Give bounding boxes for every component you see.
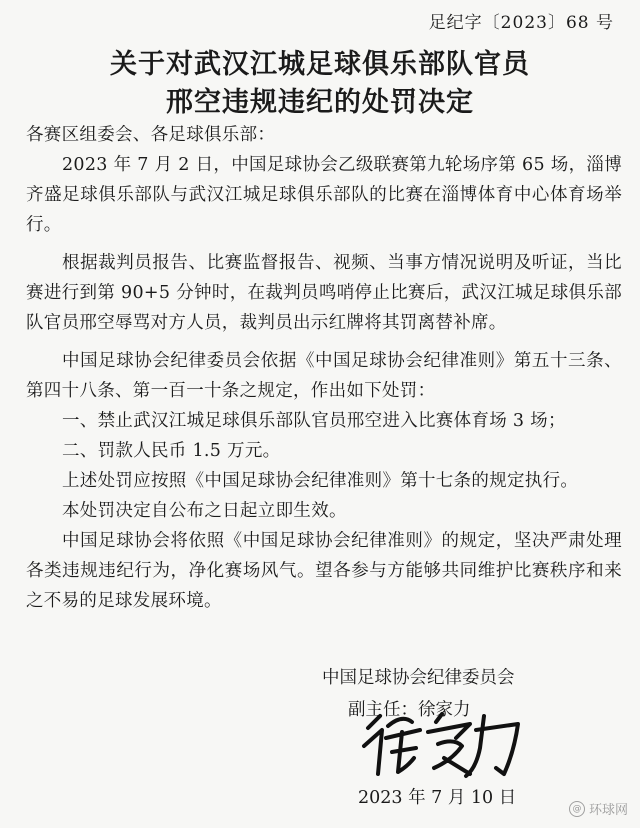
document-title-line-1: 关于对武汉江城足球俱乐部队官员 <box>110 49 530 80</box>
penalty-item-1: 一、禁止武汉江城足球俱乐部队官员邢空进入比赛体育场 3 场； <box>62 411 566 431</box>
salutation: 各赛区组委会、各足球俱乐部： <box>26 125 276 145</box>
signing-date: 2023 年 7 月 10 日 <box>358 788 517 808</box>
paragraph-effective: 本处罚决定自公布之日起立即生效。 <box>62 501 347 521</box>
penalty-item-2: 二、罚款人民币 1.5 万元。 <box>62 441 281 461</box>
watermark-text: 环球网 <box>588 803 628 818</box>
handwritten-signature <box>358 708 528 780</box>
paragraph-execution: 上述处罚应按照《中国足球协会纪律准则》第十七条的规定执行。 <box>62 471 579 491</box>
paragraph-basis: 中国足球协会纪律委员会依据《中国足球协会纪律准则》第五十三条、第四十八条、第一百一十条之规定，作出如下处罚： <box>26 351 622 401</box>
document-body <box>26 120 622 616</box>
paragraph-incident: 2023 年 7 月 2 日，中国足球协会乙级联赛第九轮场序第 65 场，淄博齐盛足球俱乐部队与武汉江城足球俱乐部队的比赛在淄博体育中心体育场举行。 <box>26 155 622 235</box>
watermark <box>569 799 628 818</box>
at-icon: @ <box>569 801 585 817</box>
document-title-line-2: 邢空违规违纪的处罚决定 <box>166 87 474 118</box>
vice-chair-name: 副主任：徐家力 <box>348 700 471 720</box>
signing-organization: 中国足球协会纪律委员会 <box>322 668 515 688</box>
document-number: 足纪字〔2023〕68 号 <box>428 13 614 33</box>
paragraph-findings: 根据裁判员报告、比赛监督报告、视频、当事方情况说明及听证，当比赛进行到第 90+5 分钟时，在裁判员鸣哨停止比赛后，武汉江城足球俱乐部队官员邢空辱骂对方人员，裁判员出示红牌将其罚离替补席。 <box>26 253 622 333</box>
paragraph-closing: 中国足球协会将依照《中国足球协会纪律准则》的规定，坚决严肃处理各类违规违纪行为，净化赛场风气。望各参与方能够共同维护比赛秩序和来之不易的足球发展环境。 <box>26 531 622 611</box>
